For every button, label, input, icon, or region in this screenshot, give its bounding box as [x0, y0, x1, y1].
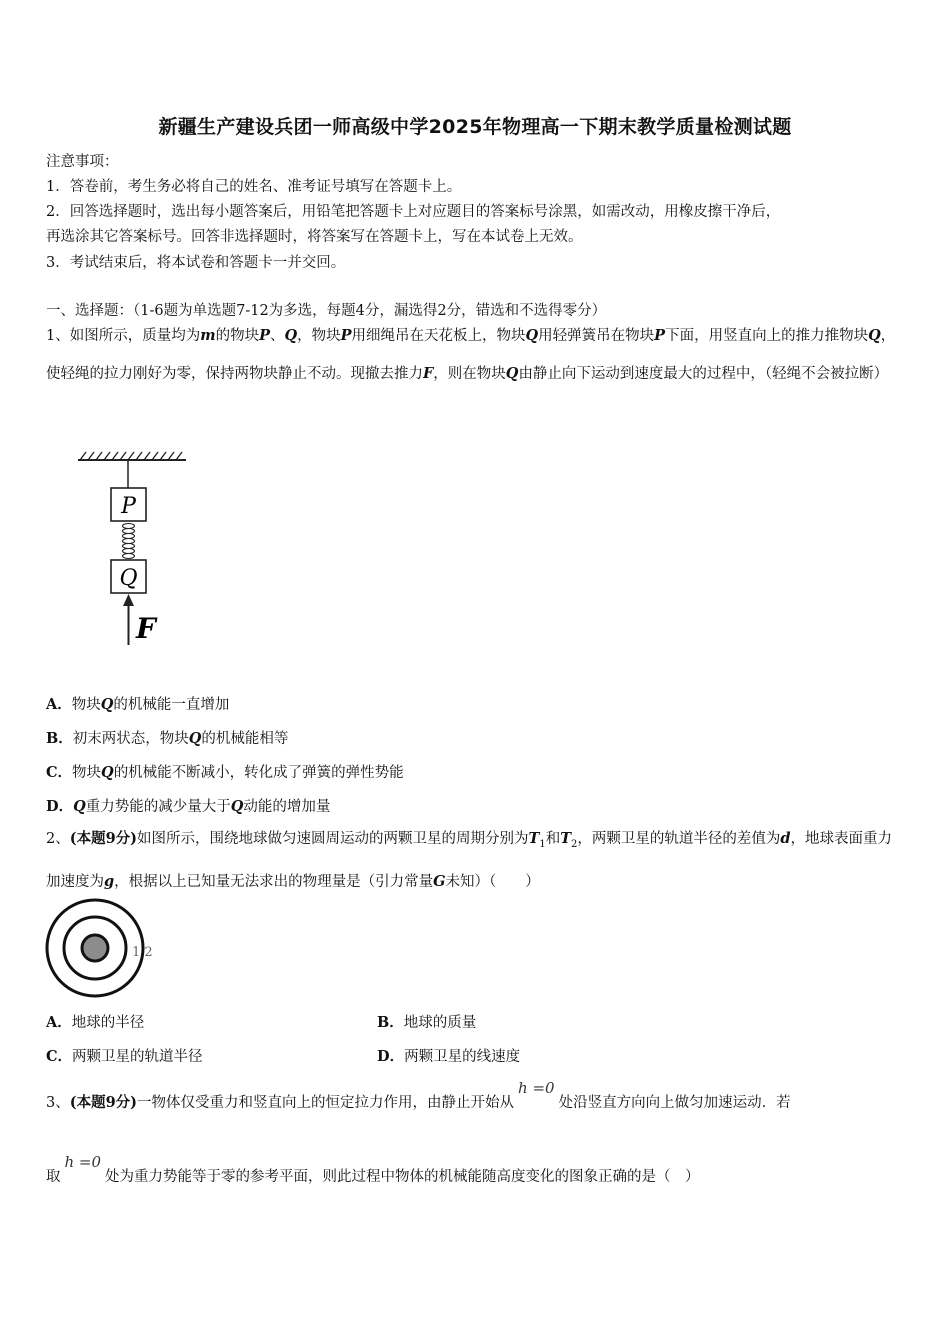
q1-option-b[interactable]: B．初末两状态，物块Q的机械能相等	[46, 730, 289, 747]
q1-option-a[interactable]: A．物块Q的机械能一直增加	[46, 696, 230, 713]
spring	[123, 524, 135, 559]
block-q-label: Q	[119, 566, 138, 591]
question-3-line-2: 取h =0处为重力势能等于零的参考平面，则此过程中物体的机械能随高度变化的图象正确的是（ ）	[46, 1153, 700, 1185]
notice-item-2-line-2: 再选涂其它答案标号。回答非选择题时，将答案写在答题卡上，写在本试卷上无效。	[46, 229, 583, 245]
q1-option-c[interactable]: C．物块Q的机械能不断减小，转化成了弹簧的弹性势能	[46, 764, 404, 781]
q2-option-d[interactable]: D．两颗卫星的线速度	[377, 1048, 521, 1065]
earth	[82, 935, 108, 961]
q2-option-a[interactable]: A．地球的半径	[46, 1014, 145, 1031]
notice-item-3: 3．考试结束后，将本试卷和答题卡一并交回。	[46, 255, 346, 271]
q2-option-c[interactable]: C．两颗卫星的轨道半径	[46, 1048, 203, 1065]
question-1-text: 1、如图所示，质量均为m的物块P、Q，物块P用细绳吊在天花板上，物块Q用轻弹簧吊在物块P下面，用竖直向上的推力推物块Q，使轻绳的拉力刚好为零，保持两物块静止不动。现撤去推力F，则在物块Q由静止向下运动到速度最大的过程中，（轻绳不会被拉断）	[46, 327, 896, 382]
orbit-labels: 1 2	[132, 945, 153, 960]
notice-heading: 注意事项：	[46, 154, 119, 170]
notice-item-2-line-1: 2．回答选择题时，选出每小题答案后，用铅笔把答题卡上对应题目的答案标号涂黑，如需改动，用橡皮擦干净后，	[46, 204, 781, 220]
q1-option-d[interactable]: D．Q重力势能的减少量大于Q动能的增加量	[46, 798, 331, 815]
force-label: F	[136, 612, 156, 645]
formula-h-equals-0: h =0	[518, 1079, 555, 1097]
ceiling	[78, 452, 186, 460]
notice-item-1: 1．答卷前，考生务必将自己的姓名、准考证号填写在答题卡上。	[46, 179, 462, 195]
question-2-text: 2、(本题9分)如图所示，围绕地球做匀速圆周运动的两颗卫星的周期分别为$T_1$和$T_2$，两颗卫星的轨道半径的差值为d，地球表面重力加速度为g，根据以上已知量无法求出的物理量是（引力常量G未知）（ ）	[46, 830, 893, 890]
block-p-label: P	[121, 494, 136, 519]
page-title: 新疆生产建设兵团一师高级中学2025年物理高一下期末教学质量检测试题	[158, 116, 792, 138]
q2-option-b[interactable]: B．地球的质量	[377, 1014, 477, 1031]
formula-h-equals-0-ref: h =0	[64, 1153, 102, 1171]
question-3-line-1: 3、(本题9分)一物体仅受重力和竖直向上的恒定拉力作用，由静止开始从h =0处沿竖直方向向上做匀加速运动．若	[46, 1079, 791, 1111]
figure-spring-blocks	[70, 448, 200, 653]
force-arrow	[123, 594, 134, 645]
figure-orbits	[42, 896, 172, 1000]
section-heading: 一、选择题：（1-6题为单选题7-12为多选，每题4分，漏选得2分，错选和不选得零分）	[46, 303, 607, 319]
